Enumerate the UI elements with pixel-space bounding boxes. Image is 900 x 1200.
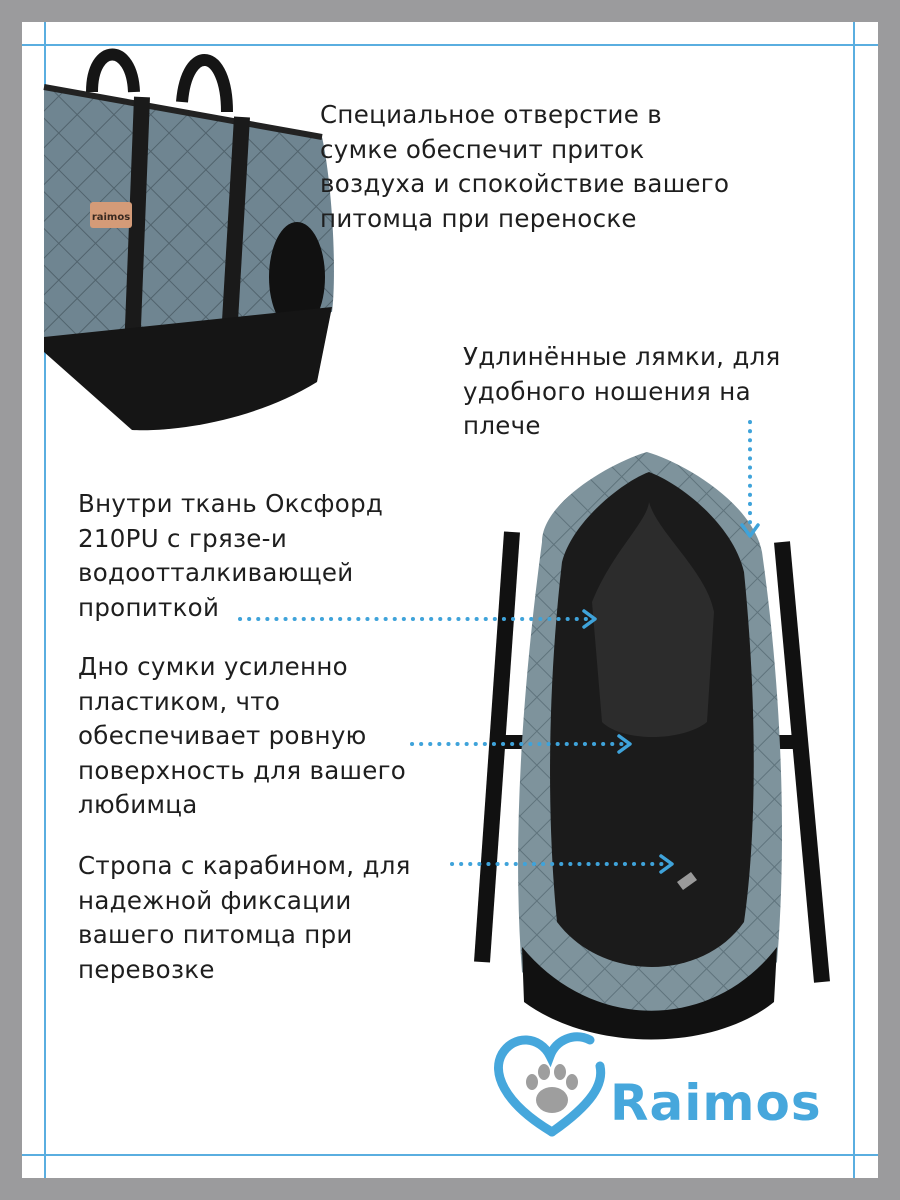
callout-ventilation-text: Специальное отверстие в сумке обеспечит приток воздуха и спокойствие вашего питомца при переноске [320,100,730,233]
arrow-head-straps [742,525,758,536]
callout-straps-text: Удлинённые лямки, для удобного ношения на плече [463,342,781,440]
callout-sling-text: Стропа с карабином, для надежной фиксации вашего питомца при перевозке [78,851,411,984]
brand-name: Raimos [610,1074,822,1132]
bag-badge: raimos [91,212,131,223]
callout-bottom-text: Дно сумки усиленно пластиком, что обеспечивает ровную поверхность для вашего любимца [78,652,407,819]
callout-fabric-text: Внутри ткань Оксфорд 210PU с грязе-и водоотталкивающей пропиткой [78,489,384,622]
callout-arrows [22,22,878,1178]
product-infographic [22,22,878,1178]
raimos-heart-paw-logo-icon [492,1032,612,1142]
